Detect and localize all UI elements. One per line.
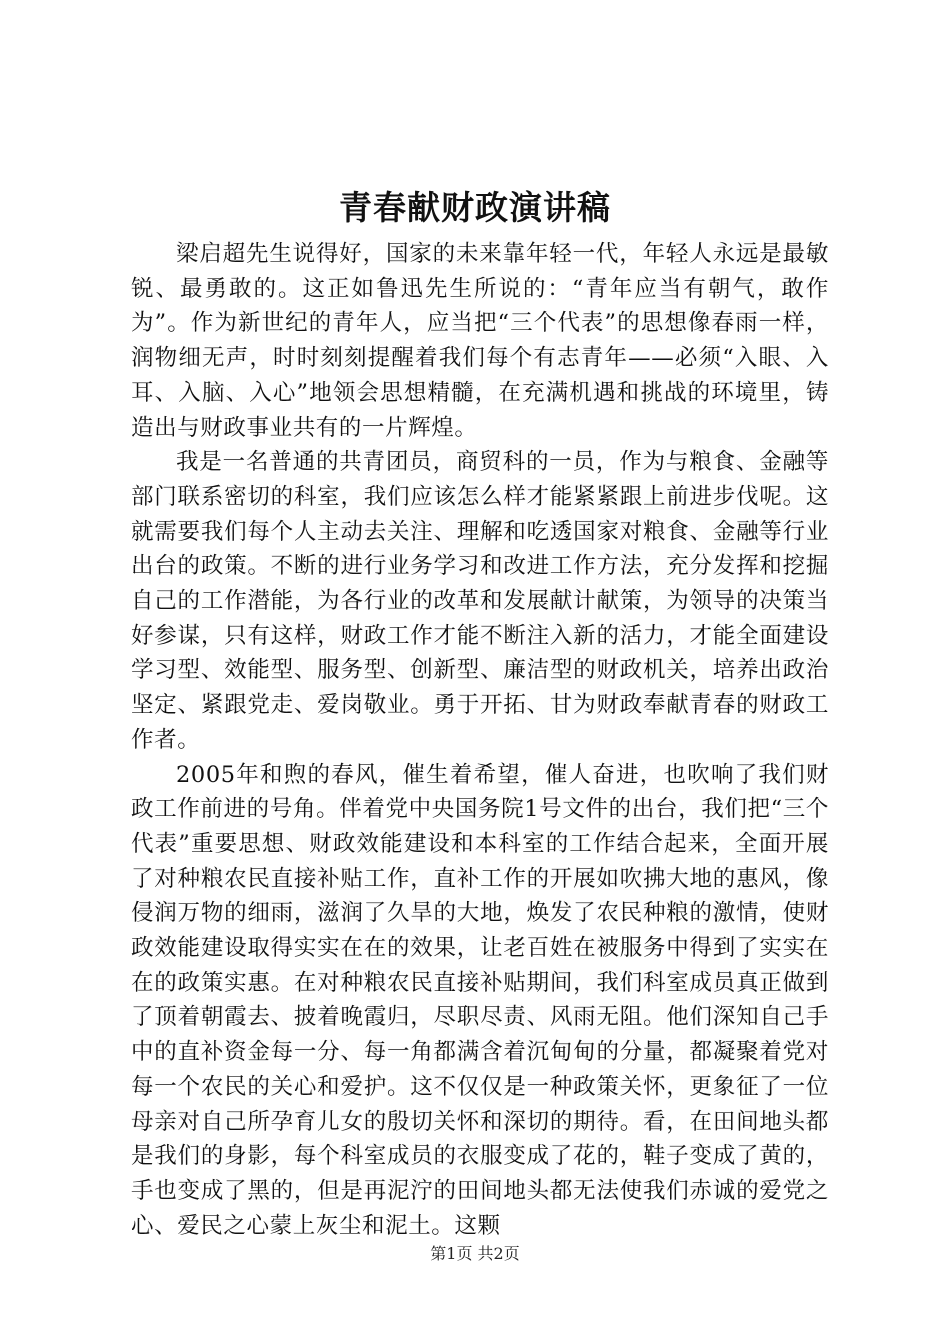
document-title: 青春献财政演讲稿: [339, 188, 611, 227]
paragraph: 我是一名普通的共青团员，商贸科的一员，作为与粮食、金融等部门联系密切的科室，我们应该怎么样才能紧紧跟上前进步伐呢。这就需要我们每个人主动去关注、理解和吃透国家对粮食、金融等行业出台的政策。不断的进行业务学习和改进工作方法，充分发挥和挖掘自己的工作潜能，为各行业的改革和发展献计献策，为领导的决策当好参谋，只有这样，财政工作才能不断注入新的活力，才能全面建设学习型、效能型、服务型、创新型、廉洁型的财政机关，培养出政治坚定、紧跟党走、爱岗敬业。勇于开拓、甘为财政奉献青春的财政工作者。: [131, 449, 829, 753]
paragraph: 梁启超先生说得好，国家的未来靠年轻一代，年轻人永远是最敏锐、最勇敢的。这正如鲁迅先生所说的：“青年应当有朝气，敢作为”。作为新世纪的青年人，应当把“三个代表”的思想像春雨一样，润物细无声，时时刻刻提醒着我们每个有志青年——必须“入眼、入耳、入脑、入心”地领会思想精髓，在充满机遇和挑战的环境里，铸造出与财政事业共有的一片辉煌。: [131, 241, 829, 441]
document-body: [131, 237, 829, 1243]
page-footer: 第1页 共2页: [430, 1244, 520, 1263]
paragraph: 2005年和煦的春风，催生着希望，催人奋进，也吹响了我们财政工作前进的号角。伴着党中央国务院1号文件的出台，我们把“三个代表”重要思想、财政效能建设和本科室的工作结合起来，全面开展了对种粮农民直接补贴工作，直补工作的开展如吹拂大地的惠风，像侵润万物的细雨，滋润了久旱的大地，焕发了农民种粮的激情，使财政效能建设取得实实在在的效果，让老百姓在被服务中得到了实实在在的政策实惠。在对种粮农民直接补贴期间，我们科室成员真正做到了顶着朝霞去、披着晚霞归，尽职尽责、风雨无阻。他们深知自己手中的直补资金每一分、每一角都满含着沉甸甸的分量，都凝聚着党对每一个农民的关心和爱护。这不仅仅是一种政策关怀，更象征了一位母亲对自己所孕育儿女的殷切关怀和深切的期待。看，在田间地头都是我们的身影，每个科室成员的衣服变成了花的，鞋子变成了黄的，手也变成了黑的，但是再泥泞的田间地头都无法使我们赤诚的爱党之心、爱民之心蒙上灰尘和泥土。这颗: [131, 761, 829, 1239]
